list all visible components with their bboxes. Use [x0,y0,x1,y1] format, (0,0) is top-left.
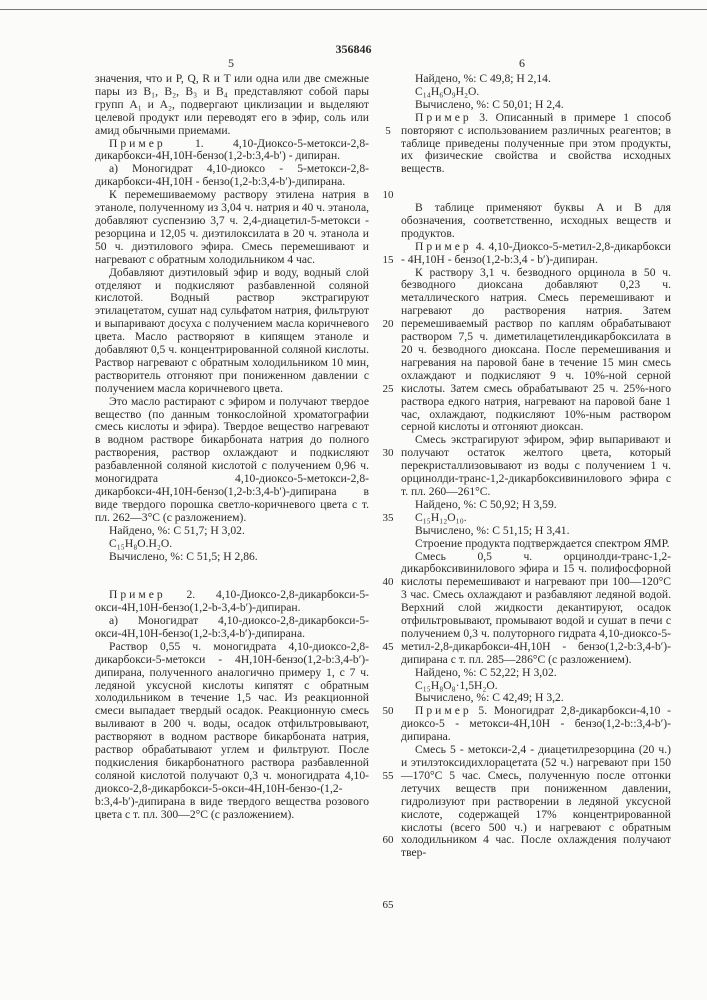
line-number: 25 [377,383,399,395]
line-number: 20 [377,318,399,330]
paragraph [401,705,671,744]
paragraph [95,163,369,189]
paragraph [95,396,369,525]
paragraph-text: Найдено, %: C 51,7; H 3,02. [109,524,245,537]
line-number: 65 [377,899,399,911]
paragraph-text: Вычислено, %: C 51,5; H 2,86. [109,550,258,563]
paragraph-text: C₁₅H₈O₈·1,5H₂O. [415,679,498,692]
paragraph-text: К раствору 3,1 ч. безводного орцинола в 50 ч. безводного диоксана добавляют 0,23 ч. металлического натрия. Смесь перемешивают и нагревают до растворения натрия. Затем перемешиваемый раствор по каплям обрабатывают раствором 7,5 ч. диметилацетилендикарбоксилата в 20 ч. безводного диоксана. После перемешивания и нагревания на паровой бане в течение 15 мин смесь охлаждают и подкисляют 9 ч. 10%-ной серной кислоты. Затем смесь обрабатывают 25 ч. 25%-ного раствора едкого натрия, нагревают на паровой бане 1 час, охлаждают, подкисляют 10%-ным раствором серной кислоты и отгоняют диоксан. [401,266,671,434]
line-number: 60 [377,834,399,846]
paragraph-text: Смесь экстрагируют эфиром, эфир выпаривают и получают остаток желтого цвета, который перекристаллизовывают из воды с получением 1 ч. орцинолди-транс-1,2-дикарбоксивинилового эфира с т. пл. 260—261°C. [401,433,671,498]
example-label: Пример [415,704,472,717]
paragraph-text: Смесь 0,5 ч. орцинолди-транс-1,2-дикарбоксивинилового эфира и 15 ч. полифосфорной кислоты перемешивают и нагревают при 100—120°C 3 час. Смесь охлаждают и разбавляют ледяной водой. Верхний слой жидкости декантируют, осадок отфильтровывают, промывают водой и сушат в печи с получением 0,3 ч. полуторного гидрата 4,10-диоксо-5-метил-2,8-дикарбокси-4H,10H - бензо(1,2-b:3,4-b′)-дипирана с т. пл. 285—286°C (с разложением). [401,550,671,666]
line-number: 35 [377,512,399,524]
line-number: 50 [377,705,399,717]
paragraph [95,589,369,615]
paragraph [95,551,369,564]
paragraph-text: Найдено, %: C 50,92; H 3,59. [415,498,557,511]
example-label: Пример [415,240,472,253]
patent-number: 356846 [0,42,707,57]
paragraph-text: а) Моногидрат 4,10-диоксо - 5-метокси-2,8-дикарбокси-4H,10H - бензо(1,2-b:3,4-b′)-дипирана. [95,162,369,188]
example-label: Пример [109,588,166,601]
paragraph-text: C₁₅H₈O.H₂O. [109,537,172,550]
line-number: 15 [377,254,399,266]
paragraph [95,267,369,396]
line-number: 10 [377,189,399,201]
right-page-number: 6 [519,56,525,71]
paragraph [401,551,671,667]
example-label: Пример [109,137,166,150]
paragraph [401,112,671,177]
paragraph [401,744,671,860]
paragraph-text: Строение продукта подтверждается спектром ЯМР. [415,537,670,550]
line-number: 5 [377,125,399,137]
paragraph-text: значения, что и P, Q, R и T или одна или две смежные пары из B₁, B₂, B₃ и B₄ представляют собой пары групп A₁ и A₂, подвергают циклизации и выделяют целевой продукт или переводят его в эфир, соль или амид обычными приемами. [95,72,369,137]
right-column [401,73,671,860]
paragraph [95,641,369,822]
paragraph-text: Вычислено, %: C 42,49; H 3,2. [415,691,564,704]
example-label: Пример [415,111,472,124]
paragraph-text: Вычислено, %: C 50,01; H 2,4. [415,98,564,111]
paragraph [95,138,369,164]
paragraph [401,434,671,499]
line-number: 45 [377,641,399,653]
top-rule [0,9,707,10]
paragraph-text: В таблице применяют буквы A и B для обозначения, соответственно, исходных веществ и продуктов. [401,201,671,240]
paragraph [401,202,671,241]
line-number: 55 [377,770,399,782]
paragraph [95,73,369,138]
paragraph [401,241,671,267]
paragraph-text: Найдено, %: C 52,22; H 3,02. [415,666,557,679]
paragraph-text: Добавляют диэтиловый эфир и воду, водный слой отделяют и подкисляют разбавленной соляной кислотой. Водный раствор экстрагируют этилацетатом, сушат над сульфатом натрия, фильтруют и выпаривают досуха с получением масла коричневого цвета. Масло растворяют в кипящем этаноле и добавляют 0,5 ч. концентрированной соляной кислоты. Раствор нагревают с обратным холодильником 10 мин, растворитель отгоняют при пониженном давлении с получением масла коричневого цвета. [95,266,369,395]
paragraph-text: Вычислено, %: C 51,15; H 3,41. [415,524,570,537]
line-number: 30 [377,447,399,459]
paragraph [401,267,671,435]
paragraph-text: 1. 4,10-Диоксо-5-метокси-2,8-дикарбокси-4H,10H-бензо(1,2-b:3,4-b′) - дипиран. [95,137,369,163]
paragraph-text: а) Моногидрат 4,10-диоксо-2,8-дикарбокси-5-окси-4H,10H-бензо(1,2-b:3,4-b′)-дипирана. [95,614,369,640]
left-column [95,73,369,822]
line-number: 40 [377,576,399,588]
left-page-number: 5 [228,56,234,71]
paragraph [95,615,369,641]
paragraph-text: 4. 4,10-Диоксо-5-метил-2,8-дикарбокси - 4H,10H - бензо(1,2-b:3,4 - b′)-дипиран. [401,240,671,266]
paragraph-text: 3. Описанный в примере 1 способ повторяют с использованием различных реагентов; в таблице приведены полученные при этом продукты, их физические свойства и свойства исходных веществ. [401,111,671,176]
paragraph-text: 2. 4,10-Диоксо-2,8-дикарбокси-5-окси-4H,10H-бензо(1,2-b-3,4-b′)-дипиран. [95,588,369,614]
paragraph [95,189,369,266]
paragraph-text: Смесь 5 - метокси-2,4 - диацетилрезорцина (20 ч.) и этилэтоксидихлорацетата (52 ч.) нагревают при 150—170°C 5 час. Смесь, полученную после отгонки летучих веществ при пониженном давлении, гидролизуют при растворении в ледяной уксусной кислоте, содержащей 17% концентрированной кислоты (всего 500 ч.) и нагревают с обратным холодильником 4 час. После охлаждения получают твер- [401,743,671,859]
paragraph-text: C₁₅H₁₂O₁₀. [415,511,467,524]
paragraph-text: Это масло растирают с эфиром и получают твердое вещество (по данным тонкослойной хроматографии смесь кислоты и эфира). Твердое вещество нагревают в водном растворе бикарбоната натрия до полного растворения, раствор охлаждают и подкисляют разбавленной соляной кислотой с получением 0,96 ч. моногидрата 4,10-диоксо-5-метокси-2,8-дикарбокси-4H,10H-бензо(1,2-b:3,4-b′)-дипирана в виде твердого порошка светло-коричневого цвета с т. пл. 262—3°C (с разложением). [95,395,369,524]
paragraph-text: Раствор 0,55 ч. моногидрата 4,10-диоксо-2,8-дикарбокси-5-метокси - 4H,10H-бензо(1,2-b:3,4-b′)-дипирана, полученного аналогично примеру 1, с 7 ч. ледяной уксусной кислоты кипятят с обратным холодильником в течение 1,5 час. Из реакционной смеси выпадает твердый осадок. Реакционную смесь выливают в 200 ч. воды, осадок отфильтровывают, растворяют в водном растворе бикарбоната натрия, раствор обрабатывают углем и фильтруют. После подкисления бикарбонатного раствора разбавленной соляной кислотой получают 0,3 ч. моногидрата 4,10-диоксо-2,8-дикарбокси-5-окси-4H,10H-бензо-(1,2-b:3,4-b′)-дипирана в виде твердого вещества розового цвета с т. пл. 300—2°C (с разложением). [95,640,369,821]
paragraph-text: К перемешиваемому раствору этилена натрия в этаноле, полученному из 3,04 ч. натрия и 40 ч. этанола, добавляют суспензию 3,7 ч. 2,4-диацетил-5-метокси - резорцина и 12,05 ч. диэтилоксилата в 20 ч. этанола и 50 ч. диэтилового эфира. Смесь перемешивают и нагревают с обратным холодильником 4 час. [95,188,369,266]
paragraph-text: C₁₄H₆O₉H₂O. [415,85,479,98]
paragraph-text: 5. Моногидрат 2,8-дикарбокси-4,10 - диоксо-5 - метокси-4H,10H - бензо(1,2-b::3,4-b′)-дипирана. [401,704,671,743]
paragraph-text: Найдено, %: C 49,8; H 2,14. [415,72,551,85]
